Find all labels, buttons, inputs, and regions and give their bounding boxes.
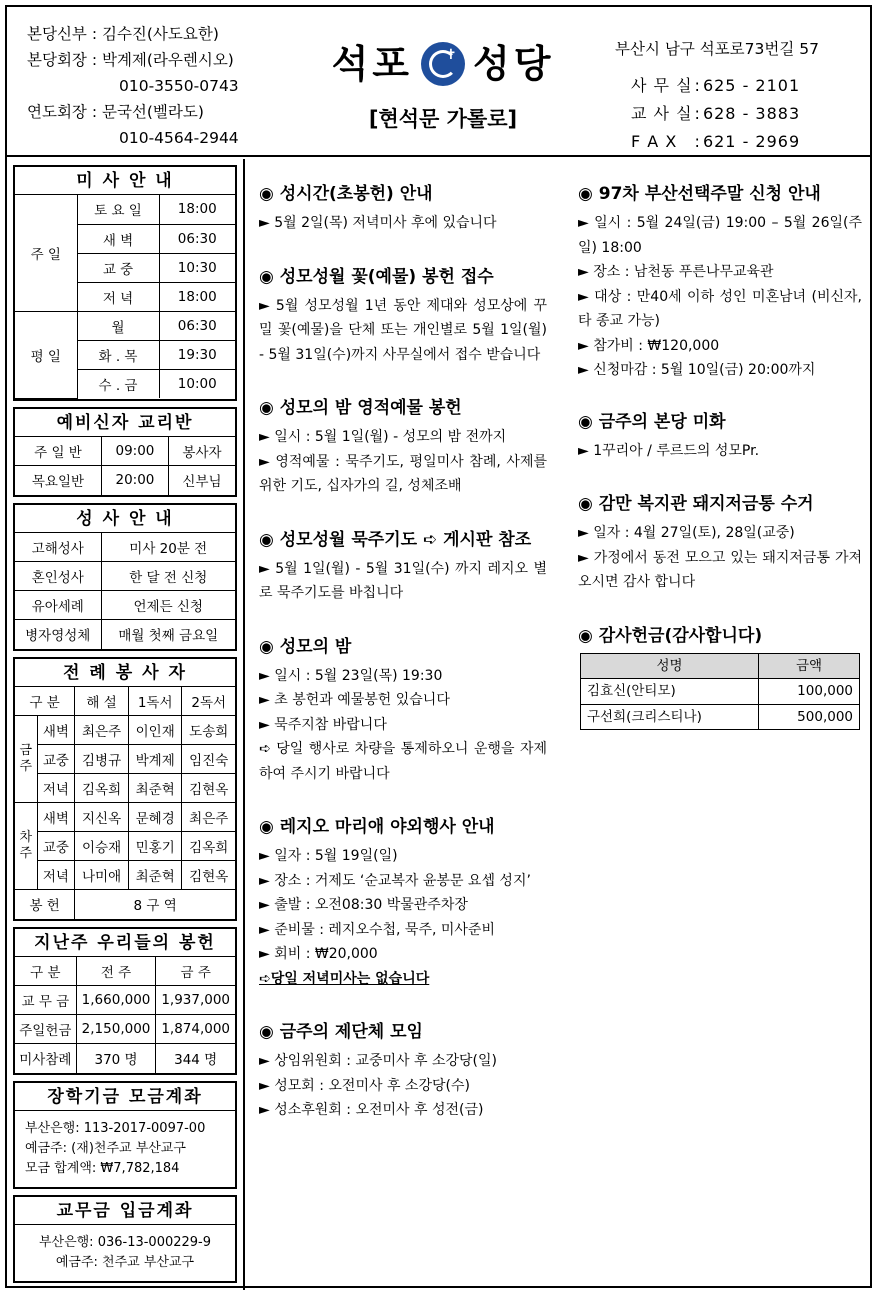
- offerings-header: 구 분: [15, 957, 76, 986]
- offering-cell: 1,937,000: [156, 986, 235, 1015]
- server-cell: 최은주: [182, 803, 235, 832]
- server-cell: 저녁: [37, 774, 75, 803]
- table-row: [15, 861, 235, 890]
- servers-header: 1독서: [128, 687, 182, 716]
- scholarship-box: [13, 1081, 237, 1189]
- table-row: [15, 591, 235, 620]
- notice-section: [259, 1017, 547, 1123]
- notice-line: ► 일시 : 5월 24일(금) 19:00 – 5월 26일(주일) 18:00: [578, 215, 862, 256]
- server-cell: 문혜경: [128, 803, 182, 832]
- notice-section: [259, 179, 547, 236]
- contact-label: F A X: [631, 132, 678, 151]
- catechumen-table: [15, 437, 235, 495]
- notice-line: ► 장소 : 거제도 ‘순교복자 윤봉문 요셉 성지’: [259, 872, 531, 889]
- account-line: 모금 합계액: ₩7,782,184: [25, 1160, 180, 1176]
- thanks-header: 금액: [759, 653, 860, 679]
- notice-line: ► 일자 : 5월 19일(일): [259, 848, 398, 864]
- notice-title: ◉ 성시간(초봉헌) 안내: [259, 184, 433, 204]
- title-left: 석포: [331, 42, 413, 86]
- mass-title: 미 사 안 내: [15, 167, 235, 195]
- offering-cell: 1,660,000: [76, 986, 156, 1015]
- notice-title: ◉ 97차 부산선택주말 신청 안내: [578, 184, 821, 204]
- sacrament-when: 매월 첫째 금요일: [101, 620, 235, 649]
- servers-table: [15, 687, 235, 919]
- scholarship-title: 장학기금 모금계좌: [15, 1083, 235, 1111]
- server-cell: 이승재: [75, 832, 129, 861]
- table-cell: 주 일 반: [15, 437, 101, 466]
- notice-title: ◉ 성모의 밤: [259, 636, 352, 657]
- mass-time: 06:30: [159, 224, 235, 253]
- server-cell: 김현옥: [182, 861, 235, 890]
- table-row: [581, 704, 860, 730]
- thanks-section: [578, 621, 862, 731]
- sunday-label: 주 일: [15, 195, 77, 311]
- notice-line: ► 신청마감 : 5월 10일(금) 20:00까지: [578, 362, 816, 378]
- server-cell: 김옥희: [75, 774, 129, 803]
- table-row: [15, 620, 235, 649]
- contact-value: 628 - 3883: [702, 104, 801, 123]
- federation-line: 연도회장 : 문국선(벨라도): [27, 103, 204, 121]
- sacraments-box: [13, 503, 237, 651]
- title-right: 성당: [473, 42, 555, 86]
- left-column: [13, 165, 237, 1289]
- notice-section: [259, 632, 547, 787]
- sacrament-when: 언제든 신청: [101, 591, 235, 620]
- contact-label: 교 사 실: [631, 104, 693, 123]
- table-cell: 20:00: [101, 466, 168, 495]
- table-row: [15, 466, 235, 495]
- sacrament-when: 미사 20분 전: [101, 533, 235, 562]
- table-row: [15, 562, 235, 591]
- table-row: [15, 774, 235, 803]
- offering-cell: 370 명: [76, 1044, 156, 1073]
- table-row: [15, 832, 235, 861]
- server-cell: 민홍기: [128, 832, 182, 861]
- server-cell: 최은주: [75, 716, 129, 745]
- table-row: [631, 73, 800, 99]
- sacrament-name: 고해성사: [15, 533, 101, 562]
- address: 부산시 남구 석포로73번길 57: [615, 40, 819, 58]
- sacraments-table: [15, 533, 235, 649]
- notice-section: [259, 262, 547, 368]
- bulletin-page: [5, 5, 872, 1288]
- contact-sep: :: [694, 132, 701, 151]
- table-row: [15, 687, 235, 716]
- sacrament-name: 유아세례: [15, 591, 101, 620]
- notice-line: ► 성모회 : 오전미사 후 소강당(수): [259, 1077, 470, 1094]
- notice-section: [578, 407, 862, 464]
- mass-day: 토 요 일: [77, 195, 159, 224]
- notice-title: ◉ 감만 복지관 돼지저금통 수거: [578, 494, 814, 514]
- donation-amount: 500,000: [759, 704, 860, 730]
- notice-line: ► 대상 : 만40세 이하 성인 미혼남녀 (비신자, 타 종교 가능): [578, 288, 862, 329]
- server-cell: 저녁: [37, 861, 75, 890]
- sacrament-when: 한 달 전 신청: [101, 562, 235, 591]
- president-line: 본당회장 : 박계제(라우렌시오): [27, 51, 234, 69]
- contact-sep: :: [694, 76, 701, 95]
- notice-line: ➪ 당일 행사로 차량을 통제하오니 운행을 자제하여 주시기 바랍니다: [259, 741, 547, 782]
- servers-header: 2독서: [182, 687, 235, 716]
- offering-cell: 344 명: [156, 1044, 235, 1073]
- notice-note: ➪당일 저녁미사는 없습니다: [259, 970, 430, 987]
- server-cell: 교중: [37, 745, 75, 774]
- offerings-table: [15, 957, 235, 1073]
- column-divider: [243, 159, 245, 1290]
- donor-name: 구선희(크리스티나): [581, 704, 759, 730]
- page-subtitle: [현석문 가롤로]: [368, 107, 518, 131]
- server-cell: 최준혁: [128, 861, 182, 890]
- middle-column: [259, 179, 547, 1149]
- server-cell: 새벽: [37, 803, 75, 832]
- notice-line: ► 5월 2일(목) 저녁미사 후에 있습니다: [259, 215, 497, 231]
- server-cell: 새벽: [37, 716, 75, 745]
- notice-line: ► 준비물 : 레지오수첩, 묵주, 미사준비: [259, 921, 495, 938]
- notice-title: ◉ 성모성월 묵주기도 ➪ 게시판 참조: [259, 529, 532, 550]
- notice-line: ► 묵주지참 바랍니다: [259, 716, 387, 733]
- mass-box: [13, 165, 237, 401]
- offering-cell: 2,150,000: [76, 1015, 156, 1044]
- offering-value: 8 구 역: [75, 890, 235, 919]
- mass-time: 18:00: [159, 195, 235, 224]
- thanks-title: ◉ 감사헌금(감사합니다): [578, 625, 763, 646]
- table-row: [581, 679, 860, 705]
- server-cell: 김옥희: [182, 832, 235, 861]
- notice-line: ► 성소후원회 : 오전미사 후 성전(금): [259, 1102, 484, 1118]
- account-line: 예금주: (재)천주교 부산교구: [25, 1140, 186, 1156]
- table-row: [15, 716, 235, 745]
- weekday-label: 평 일: [15, 311, 77, 398]
- notice-section: [259, 393, 547, 499]
- offerings-header: 전 주: [76, 957, 156, 986]
- contact-value: 625 - 2101: [702, 76, 801, 95]
- pastor-line: 본당신부 : 김수진(사도요한): [27, 25, 219, 43]
- servers-header: 해 설: [75, 687, 129, 716]
- mass-table: [15, 195, 235, 399]
- table-cell: 09:00: [101, 437, 168, 466]
- notice-title: ◉ 성모성월 꽃(예물) 봉헌 접수: [259, 266, 494, 287]
- table-row: [631, 129, 800, 155]
- donation-amount: 100,000: [759, 679, 860, 705]
- servers-title: 전 례 봉 사 자: [15, 659, 235, 687]
- notice-line: ► 일시 : 5월 1일(월) - 성모의 밤 전까지: [259, 429, 507, 445]
- account-line: 예금주: 천주교 부산교구: [55, 1254, 195, 1270]
- contact-sep: :: [694, 104, 701, 123]
- page-title: [313, 41, 573, 87]
- mass-time: 19:30: [159, 340, 235, 369]
- thanks-header: 성명: [581, 653, 759, 679]
- table-row: [15, 803, 235, 832]
- server-cell: 이인재: [128, 716, 182, 745]
- notice-line: ► 5월 1일(월) - 5월 31일(수) 까지 레지오 별로 묵주기도를 바칩니다: [259, 560, 547, 601]
- offerings-title: 지난주 우리들의 봉헌: [15, 929, 235, 957]
- mass-time: 10:00: [159, 369, 235, 398]
- notice-title: ◉ 레지오 마리애 야외행사 안내: [259, 817, 495, 837]
- notice-section: [259, 812, 547, 991]
- notice-line: ► 장소 : 남천동 푸른나무교육관: [578, 264, 774, 280]
- server-cell: 교중: [37, 832, 75, 861]
- notice-section: [259, 525, 547, 606]
- catechumen-box: [13, 407, 237, 497]
- server-cell: 지신옥: [75, 803, 129, 832]
- mass-day: 새 벽: [77, 224, 159, 253]
- sacraments-title: 성 사 안 내: [15, 505, 235, 533]
- notice-title: ◉ 금주의 제단체 모임: [259, 1022, 423, 1042]
- offering-cell: 미사참례: [15, 1044, 76, 1073]
- table-row: [15, 1015, 235, 1044]
- catechumen-title: 예비신자 교리반: [15, 409, 235, 437]
- notice-line: ► 1꾸리아 / 루르드의 성모Pr.: [578, 442, 760, 459]
- table-row: [15, 533, 235, 562]
- server-cell: 나미애: [75, 861, 129, 890]
- servers-box: [13, 657, 237, 921]
- notice-section: [578, 179, 862, 383]
- notice-section: [578, 489, 862, 595]
- mass-day: 저 녁: [77, 282, 159, 311]
- dues-account: [15, 1225, 235, 1281]
- mass-day: 월: [77, 311, 159, 340]
- offerings-box: [13, 927, 237, 1075]
- president-phone: 010-3550-0743: [119, 77, 239, 95]
- mass-day: 교 중: [77, 253, 159, 282]
- account-line: 부산은행: 036-13-000229-9: [38, 1234, 212, 1250]
- mass-time: 18:00: [159, 282, 235, 311]
- week-label: 차주: [15, 803, 37, 890]
- table-row: [15, 1044, 235, 1073]
- notice-line: ► 일자 : 4월 27일(토), 28일(교중): [578, 525, 795, 541]
- table-row: [15, 437, 235, 466]
- account-line: 부산은행: 113-2017-0097-00: [25, 1120, 206, 1136]
- parish-logo-icon: ✝: [421, 42, 465, 86]
- dues-title: 교무금 입금계좌: [15, 1197, 235, 1225]
- server-cell: 임진숙: [182, 745, 235, 774]
- mass-day: 수 . 금: [77, 369, 159, 398]
- server-cell: 김병규: [75, 745, 129, 774]
- table-row: [15, 745, 235, 774]
- dues-box: [13, 1195, 237, 1283]
- notice-line: ► 가정에서 동전 모으고 있는 돼지저금통 가져오시면 감사 합니다: [578, 549, 862, 590]
- contact-value: 621 - 2969: [702, 132, 801, 151]
- table-cell: 목요일반: [15, 466, 101, 495]
- notice-line: ► 영적예물 : 묵주기도, 평일미사 참례, 사제를 위한 기도, 십자가의 길, 성체조배: [259, 453, 547, 494]
- notice-title: ◉ 성모의 밤 영적예물 봉헌: [259, 398, 462, 418]
- federation-phone: 010-4564-2944: [119, 129, 239, 147]
- donor-name: 김효신(안티모): [581, 679, 759, 705]
- notice-line: ► 일시 : 5월 23일(목) 19:30: [259, 667, 443, 684]
- notice-line: ► 상임위원회 : 교중미사 후 소강당(일): [259, 1053, 497, 1069]
- contact-label: 사 무 실: [631, 76, 693, 95]
- right-column: [578, 179, 862, 756]
- server-cell: 최준혁: [128, 774, 182, 803]
- offering-cell: 주일헌금: [15, 1015, 76, 1044]
- table-row: [631, 101, 800, 127]
- sacrament-name: 병자영성체: [15, 620, 101, 649]
- mass-day: 화 . 목: [77, 340, 159, 369]
- server-cell: 도송희: [182, 716, 235, 745]
- notice-line: ► 초 봉헌과 예물봉헌 있습니다: [259, 692, 450, 708]
- servers-header: 구 분: [15, 687, 75, 716]
- mass-time: 10:30: [159, 253, 235, 282]
- sacrament-name: 혼인성사: [15, 562, 101, 591]
- notice-line: ► 5월 성모성월 1년 동안 제대와 성모상에 꾸밀 꽃(예물)을 단체 또는 개인별로 5월 1일(월) - 5월 31일(수)까지 사무실에서 접수 받습니다: [259, 297, 547, 363]
- header-staff: [27, 21, 239, 151]
- offering-cell: 교 무 금: [15, 986, 76, 1015]
- server-cell: 김현옥: [182, 774, 235, 803]
- contacts: [629, 71, 802, 157]
- scholarship-account: [15, 1111, 235, 1187]
- table-cell: 신부님: [168, 466, 235, 495]
- mass-time: 06:30: [159, 311, 235, 340]
- offerings-header: 금 주: [156, 957, 235, 986]
- notice-line: ► 회비 : ₩20,000: [259, 946, 378, 962]
- table-row: [15, 986, 235, 1015]
- table-cell: 봉사자: [168, 437, 235, 466]
- table-row: [581, 653, 860, 679]
- thanks-table: [580, 653, 860, 731]
- notice-title: ◉ 금주의 본당 미화: [578, 411, 726, 432]
- week-label: 금주: [15, 716, 37, 803]
- table-row: [15, 195, 235, 224]
- notice-line: ► 출발 : 오전08:30 박물관주차장: [259, 897, 468, 913]
- header: [7, 7, 870, 157]
- offering-label: 봉 헌: [15, 890, 75, 919]
- table-row: [15, 890, 235, 919]
- table-row: [15, 957, 235, 986]
- server-cell: 박계제: [128, 745, 182, 774]
- notice-line: ► 참가비 : ₩120,000: [578, 337, 720, 354]
- table-row: [15, 311, 235, 340]
- offering-cell: 1,874,000: [156, 1015, 235, 1044]
